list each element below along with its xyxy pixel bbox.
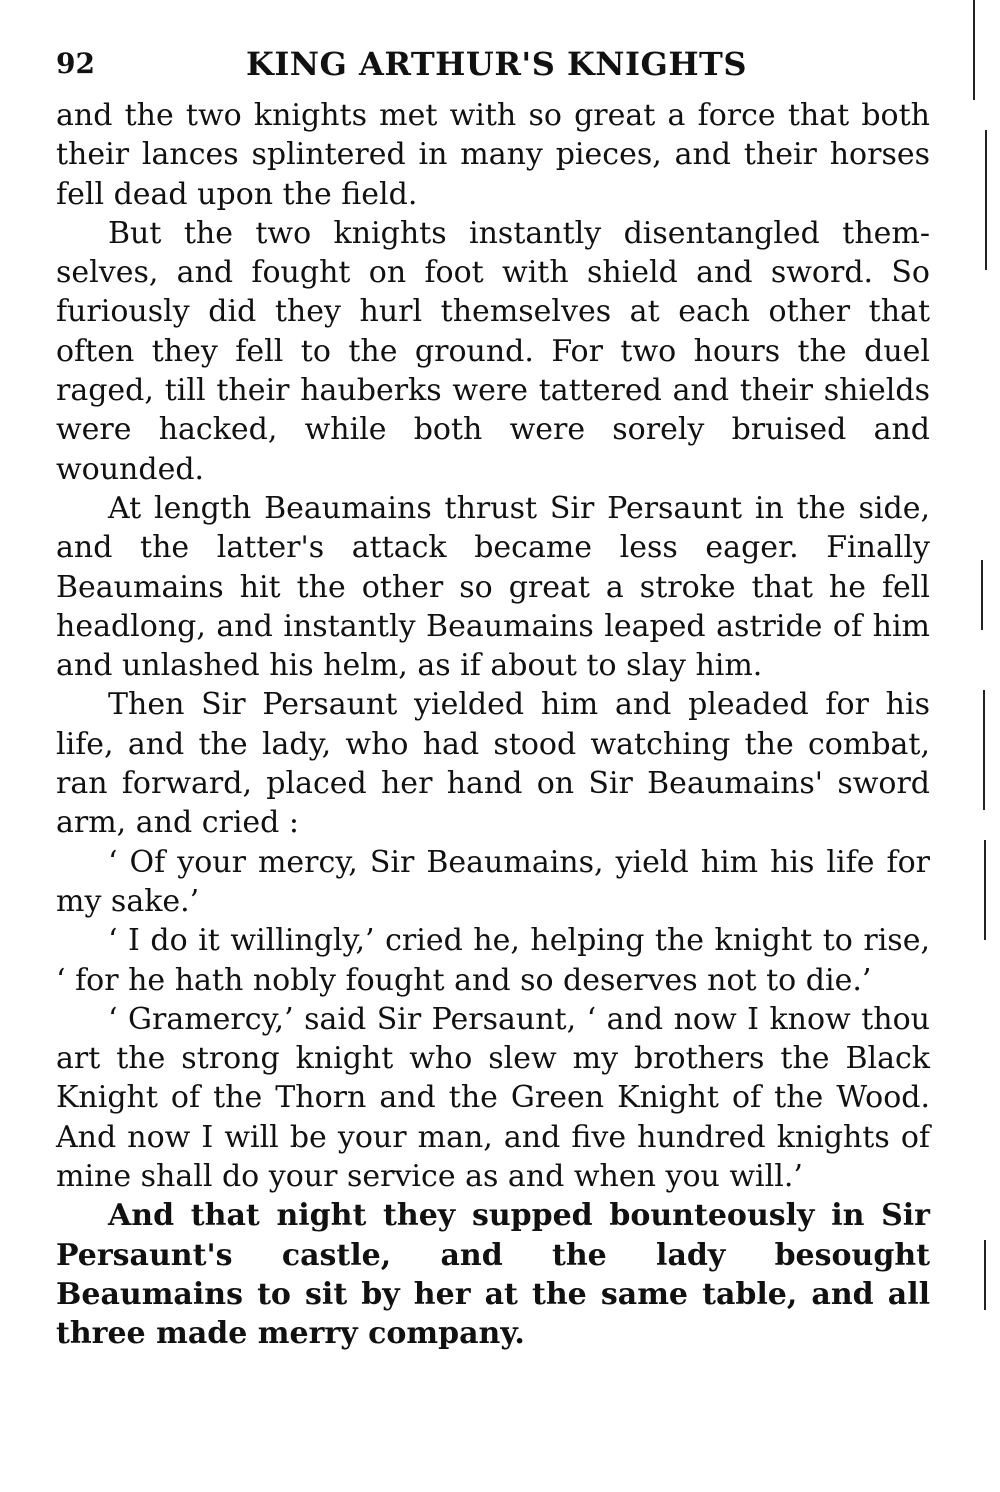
paragraph-2: But the two knights instantly disentangled themselves, and fought on foot with shield and sword. So furiously did they hurl themselves at each other that often they fell to the ground. For two hours the duel raged, till their hauberks were tattered and their shields were hacked, while both were sorely bruised and wounded. (56, 215, 930, 487)
page-edge-line (981, 560, 983, 630)
running-head (56, 40, 930, 88)
paragraph-6: ‘ I do it willingly,’ cried he, helping the knight to rise, ‘ for he hath nobly fought and so deserves not to die.’ (56, 923, 930, 998)
page-edge-line (983, 690, 985, 810)
paragraph-8: And that night they supped bounteously in Sir Persaunt's castle, and the lady besought Beaumains to sit by her at the same table, and all three made merry company. (56, 1198, 930, 1352)
paragraph-7: ‘ Gramercy,’ said Sir Persaunt, ‘ and now I know thou art the strong knight who slew my brothers the Black Knight of the Thorn and the Green Knight of the Wood. And now I will be your man, and five hundred knights of mine shall do your service as and when you will.’ (56, 1001, 930, 1195)
page-edge-line (985, 130, 987, 270)
paragraph-5: ‘ Of your mercy, Sir Beaumains, yield him his life for my sake.’ (56, 844, 930, 919)
paragraph-1: and the two knights met with so great a force that both their lances splintered in many pieces, and their horses fell dead upon the field. (56, 98, 930, 212)
page-edge-line (984, 840, 986, 940)
page-edge-line (984, 1240, 986, 1310)
body-text (56, 96, 930, 1354)
book-page (56, 40, 930, 1354)
page-number: 92 (56, 47, 95, 80)
paragraph-3: At length Beaumains thrust Sir Persaunt in the side, and the latter's attack became less eager. Finally Beaumains hit the other so great a stroke that he fell headlong, and instantly Beaumains leaped astride of him and unlashed his helm, as if about to slay him. (56, 490, 930, 684)
running-title: KING ARTHUR'S KNIGHTS (246, 45, 747, 83)
page-edge-line (973, 0, 975, 100)
paragraph-4: Then Sir Persaunt yielded him and pleaded for his life, and the lady, who had stood watching the combat, ran forward, placed her hand on Sir Beaumains' sword arm, and cried : (56, 687, 930, 841)
